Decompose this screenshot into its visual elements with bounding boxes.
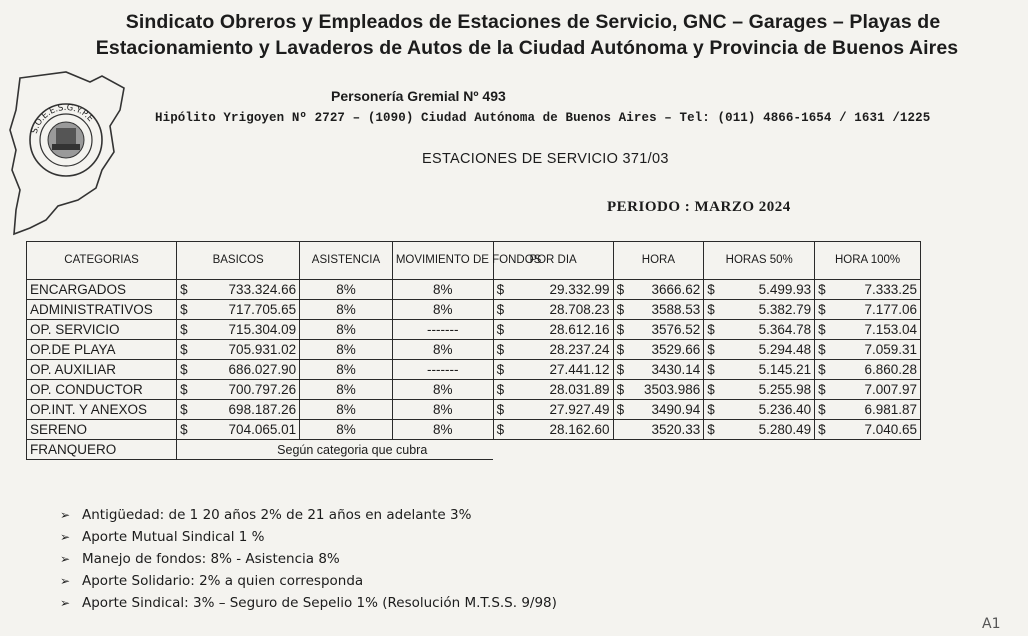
arrow-bullet-icon: ➢ (60, 508, 71, 522)
period-label: PERIODO : MARZO 2024 (607, 199, 791, 215)
hour50-value: 5.145.21 (758, 362, 812, 377)
personeria-gremial: Personería Gremial Nº 493 (331, 88, 506, 104)
hour-value: 3576.52 (651, 322, 701, 337)
daily-cell (493, 420, 613, 440)
arrow-bullet-icon: ➢ (60, 552, 71, 566)
col-header: MOVIMIENTO DE FONDOS (392, 242, 493, 280)
daily-cell (493, 280, 613, 300)
currency-symbol: $ (818, 402, 826, 417)
daily-cell (493, 320, 613, 340)
currency-symbol: $ (496, 362, 505, 377)
currency-symbol: $ (496, 302, 505, 317)
hour100-value: 7.040.65 (864, 422, 917, 437)
list-item: ➢ Aporte Solidario: 2% a quien corresponda (60, 570, 557, 592)
currency-symbol: $ (818, 342, 826, 357)
hour50-value: 5.499.93 (758, 282, 812, 297)
currency-symbol: $ (616, 402, 625, 417)
hour100-cell (815, 300, 921, 320)
basic-value: 700.797.26 (228, 382, 297, 397)
daily-value: 28.708.23 (549, 302, 610, 317)
union-logo (6, 70, 126, 238)
table-row (27, 280, 921, 300)
hour100-cell (815, 420, 921, 440)
basic-value: 698.187.26 (228, 402, 297, 417)
currency-symbol: $ (180, 382, 188, 397)
currency-symbol: $ (818, 422, 826, 437)
hour50-value: 5.364.78 (758, 322, 812, 337)
col-header: HORA 100% (815, 242, 921, 280)
hour50-cell (704, 300, 815, 320)
list-item: ➢ Aporte Mutual Sindical 1 % (60, 526, 557, 548)
table-header-row (27, 242, 921, 280)
hour50-cell (704, 360, 815, 380)
hour50-cell (704, 400, 815, 420)
hour-cell (613, 360, 704, 380)
hour50-value: 5.382.79 (758, 302, 812, 317)
currency-symbol: $ (496, 382, 505, 397)
funds-cell: 8% (392, 300, 493, 320)
attendance-cell: 8% (300, 360, 393, 380)
table-row (27, 320, 921, 340)
basic-cell (177, 340, 300, 360)
basic-value: 686.027.90 (228, 362, 297, 377)
funds-cell: 8% (392, 420, 493, 440)
hour50-cell (704, 340, 815, 360)
notes-list (60, 504, 557, 614)
basic-cell (177, 420, 300, 440)
table-row-franquero (27, 440, 921, 460)
hour100-cell (815, 320, 921, 340)
currency-symbol: $ (496, 402, 505, 417)
funds-cell: ------- (392, 320, 493, 340)
currency-symbol: $ (616, 362, 625, 377)
funds-cell: 8% (392, 340, 493, 360)
funds-cell: 8% (392, 280, 493, 300)
salary-table (26, 241, 921, 460)
list-item: ➢ Aporte Sindical: 3% – Seguro de Sepelio 1% (Resolución M.T.S.S. 9/98) (60, 592, 557, 614)
currency-symbol: $ (180, 302, 188, 317)
hour-cell (613, 420, 704, 440)
table-row (27, 360, 921, 380)
currency-symbol: $ (707, 282, 715, 297)
attendance-cell: 8% (300, 420, 393, 440)
currency-symbol: $ (818, 282, 826, 297)
category-cell: FRANQUERO (27, 440, 177, 460)
basic-cell (177, 380, 300, 400)
category-cell: OP.INT. Y ANEXOS (27, 400, 177, 420)
col-header: HORAS 50% (704, 242, 815, 280)
table-row (27, 300, 921, 320)
daily-cell (493, 400, 613, 420)
agreement-title: ESTACIONES DE SERVICIO 371/03 (422, 151, 669, 167)
basic-value: 715.304.09 (228, 322, 297, 337)
table-row (27, 380, 921, 400)
arrow-bullet-icon: ➢ (60, 596, 71, 610)
list-item: ➢ Antigüedad: de 1 20 años 2% de 21 años en adelante 3% (60, 504, 557, 526)
hour100-cell (815, 380, 921, 400)
hour-cell (613, 300, 704, 320)
hour-value: 3430.14 (651, 362, 701, 377)
basic-cell (177, 300, 300, 320)
category-cell: OP. SERVICIO (27, 320, 177, 340)
franquero-note: Según categoria que cubra (177, 440, 493, 460)
table-row (27, 400, 921, 420)
category-cell: ADMINISTRATIVOS (27, 300, 177, 320)
currency-symbol: $ (496, 342, 505, 357)
currency-symbol: $ (180, 322, 188, 337)
currency-symbol: $ (180, 362, 188, 377)
basic-value: 717.705.65 (228, 302, 297, 317)
union-name-line1: Sindicato Obreros y Empleados de Estaciones de Servicio, GNC – Garages – Playas de (125, 11, 941, 33)
category-cell: SERENO (27, 420, 177, 440)
currency-symbol: $ (180, 342, 188, 357)
hour50-cell (704, 280, 815, 300)
currency-symbol: $ (616, 382, 625, 397)
attendance-cell: 8% (300, 340, 393, 360)
table-row (27, 420, 921, 440)
category-cell: ENCARGADOS (27, 280, 177, 300)
hour100-value: 7.177.06 (864, 302, 917, 317)
empty-cell (493, 440, 920, 460)
daily-cell (493, 300, 613, 320)
currency-symbol: $ (707, 422, 715, 437)
currency-symbol: $ (707, 302, 715, 317)
hour50-cell (704, 320, 815, 340)
daily-value: 29.332.99 (549, 282, 610, 297)
daily-cell (493, 380, 613, 400)
daily-value: 27.927.49 (549, 402, 610, 417)
attendance-cell: 8% (300, 400, 393, 420)
hour100-cell (815, 400, 921, 420)
hour100-cell (815, 280, 921, 300)
col-header: HORA (613, 242, 704, 280)
daily-value: 28.237.24 (549, 342, 610, 357)
basic-cell (177, 280, 300, 300)
currency-symbol: $ (496, 322, 505, 337)
hour-value: 3520.33 (651, 422, 701, 437)
hour100-value: 6.981.87 (864, 402, 917, 417)
logo-text: S.O.E.E.S.G.Y.P.E (29, 102, 96, 135)
col-header: BASICOS (177, 242, 300, 280)
category-cell: OP. CONDUCTOR (27, 380, 177, 400)
currency-symbol: $ (707, 402, 715, 417)
currency-symbol: $ (616, 342, 625, 357)
arrow-bullet-icon: ➢ (60, 574, 71, 588)
daily-cell (493, 340, 613, 360)
col-header: CATEGORIAS (27, 242, 177, 280)
hour100-cell (815, 340, 921, 360)
hour-value: 3503.986 (643, 382, 701, 397)
currency-symbol: $ (707, 322, 715, 337)
category-cell: OP. AUXILIAR (27, 360, 177, 380)
basic-cell (177, 360, 300, 380)
funds-cell: 8% (392, 380, 493, 400)
hour-cell (613, 400, 704, 420)
currency-symbol: $ (180, 402, 188, 417)
currency-symbol: $ (818, 362, 826, 377)
currency-symbol: $ (818, 322, 826, 337)
currency-symbol: $ (616, 302, 625, 317)
hour-value: 3666.62 (651, 282, 701, 297)
basic-cell (177, 320, 300, 340)
hour-cell (613, 380, 704, 400)
hour100-value: 7.059.31 (864, 342, 917, 357)
hour-cell (613, 340, 704, 360)
daily-value: 28.612.16 (549, 322, 610, 337)
hour100-value: 7.007.97 (864, 382, 917, 397)
hour50-cell (704, 420, 815, 440)
currency-symbol: $ (616, 322, 625, 337)
table-row (27, 340, 921, 360)
funds-cell: 8% (392, 400, 493, 420)
attendance-cell: 8% (300, 380, 393, 400)
basic-value: 705.931.02 (228, 342, 297, 357)
currency-symbol: $ (818, 302, 826, 317)
hour50-cell (704, 380, 815, 400)
hour50-value: 5.236.40 (758, 402, 812, 417)
hour50-value: 5.294.48 (758, 342, 812, 357)
category-cell: OP.DE PLAYA (27, 340, 177, 360)
basic-cell (177, 400, 300, 420)
list-item: ➢ Manejo de fondos: 8% - Asistencia 8% (60, 548, 557, 570)
basic-value: 704.065.01 (228, 422, 297, 437)
arrow-bullet-icon: ➢ (60, 530, 71, 544)
currency-symbol: $ (707, 342, 715, 357)
daily-cell (493, 360, 613, 380)
currency-symbol: $ (707, 362, 715, 377)
hour100-value: 6.860.28 (864, 362, 917, 377)
hour50-value: 5.280.49 (758, 422, 812, 437)
col-header: ASISTENCIA (300, 242, 393, 280)
basic-value: 733.324.66 (228, 282, 297, 297)
currency-symbol: $ (496, 422, 505, 437)
currency-symbol: $ (616, 282, 625, 297)
hour-value: 3490.94 (651, 402, 701, 417)
currency-symbol: $ (818, 382, 826, 397)
hour50-value: 5.255.98 (758, 382, 812, 397)
hour100-cell (815, 360, 921, 380)
union-address: Hipólito Yrigoyen Nº 2727 – (1090) Ciudad Autónoma de Buenos Aires – Tel: (011) 4866-1654 / 1631 /1225 (155, 111, 931, 125)
attendance-cell: 8% (300, 320, 393, 340)
currency-symbol: $ (707, 382, 715, 397)
hour-value: 3529.66 (651, 342, 701, 357)
daily-value: 27.441.12 (549, 362, 610, 377)
hour100-value: 7.153.04 (864, 322, 917, 337)
col-header: POR DIA (493, 242, 613, 280)
currency-symbol: $ (180, 282, 188, 297)
hour-cell (613, 320, 704, 340)
daily-value: 28.031.89 (549, 382, 610, 397)
union-name-line2: Estacionamiento y Lavaderos de Autos de la Ciudad Autónoma y Provincia de Buenos Aires (95, 37, 959, 59)
currency-symbol: $ (180, 422, 188, 437)
currency-symbol: $ (496, 282, 505, 297)
daily-value: 28.162.60 (549, 422, 610, 437)
funds-cell: ------- (392, 360, 493, 380)
corner-mark: A1 (982, 616, 1001, 632)
attendance-cell: 8% (300, 280, 393, 300)
attendance-cell: 8% (300, 300, 393, 320)
hour-value: 3588.53 (651, 302, 701, 317)
hour100-value: 7.333.25 (864, 282, 917, 297)
hour-cell (613, 280, 704, 300)
